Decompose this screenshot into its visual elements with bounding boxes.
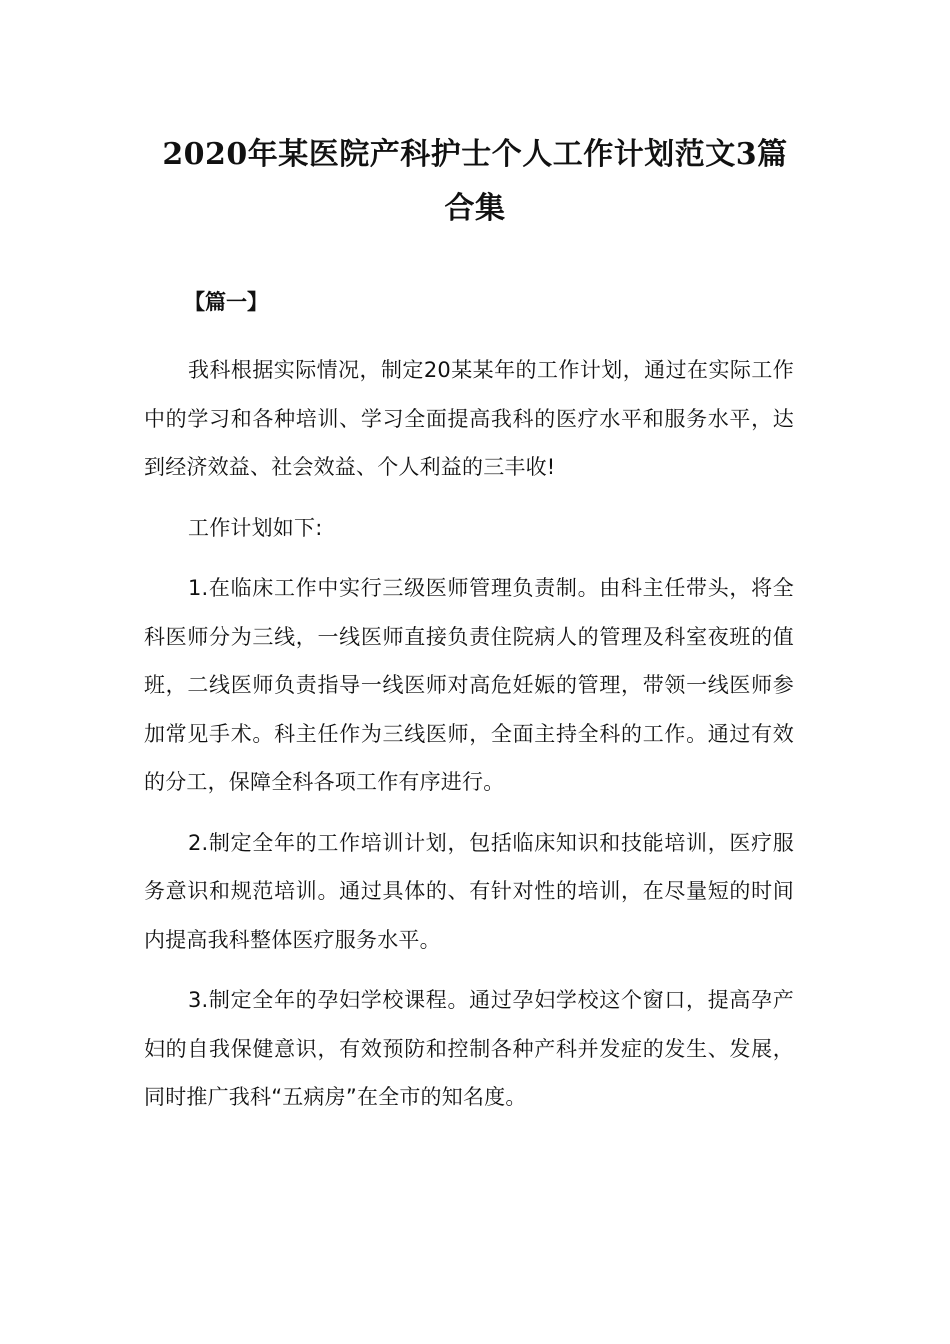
paragraph-item-2: 2.制定全年的工作培训计划，包括临床知识和技能培训，医疗服务意识和规范培训。通过具体的、有针对性的培训，在尽量短的时间内提高我科整体医疗服务水平。 [144, 830, 794, 952]
document-title: 2020年某医院产科护士个人工作计划范文3篇合集 [162, 137, 788, 226]
paragraph-intro: 我科根据实际情况，制定20某某年的工作计划，通过在实际工作中的学习和各种培训、学习全面提高我科的医疗水平和服务水平，达到经济效益、社会效益、个人利益的三丰收! [144, 358, 794, 479]
paragraph-item-1: 1.在临床工作中实行三级医师管理负责制。由科主任带头，将全科医师分为三线，一线医师直接负责住院病人的管理及科室夜班的值班，二线医师负责指导一线医师对高危妊娠的管理，带领一线医师参加常见手术。科主任作为三线医师，全面主持全科的工作。通过有效的分工，保障全科各项工作有序进行。 [144, 576, 794, 794]
paragraph-plan-lead: 工作计划如下: [188, 515, 323, 540]
document-body [144, 278, 794, 1134]
section-heading: 【篇一】 [184, 290, 268, 314]
paragraph-item-3: 3.制定全年的孕妇学校课程。通过孕妇学校这个窗口，提高孕产妇的自我保健意识，有效预防和控制各种产科并发症的发生、发展，同时推广我科“五病房”在全市的知名度。 [144, 988, 794, 1109]
